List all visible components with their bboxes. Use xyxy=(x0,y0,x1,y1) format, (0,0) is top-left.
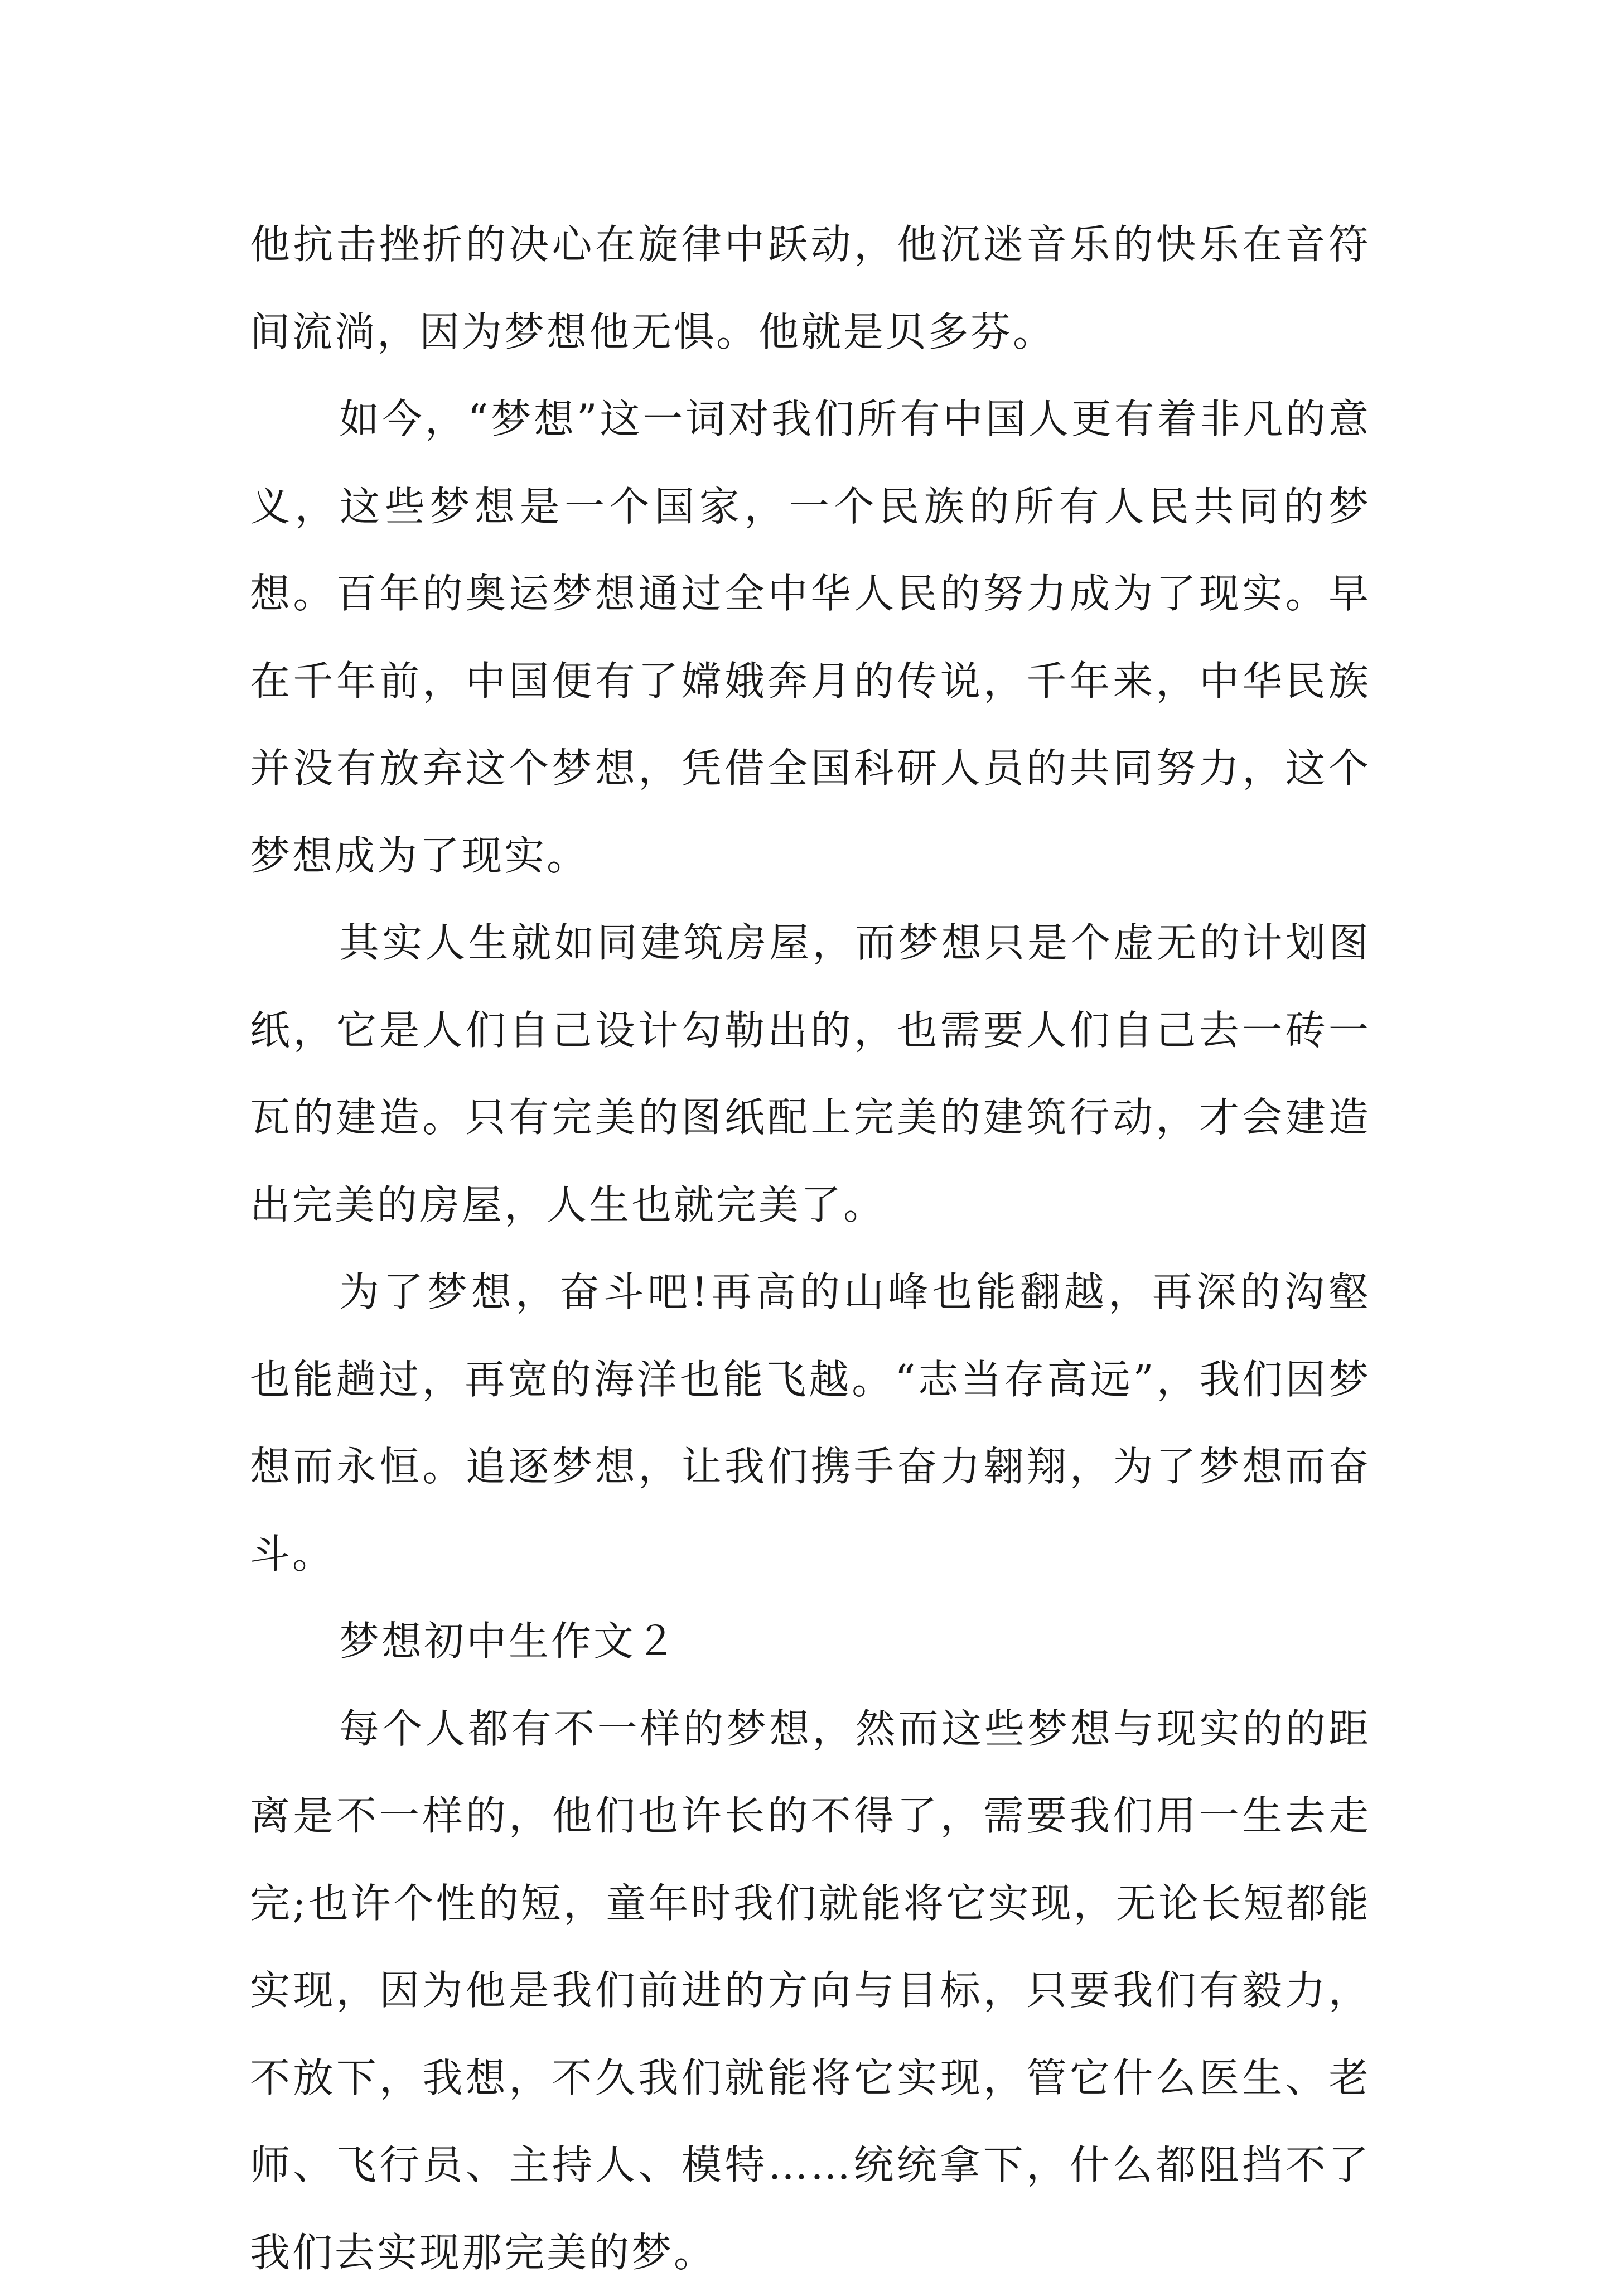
section-title: 梦想初中生作文２ xyxy=(250,1598,1371,1685)
paragraph: 其实人生就如同建筑房屋，而梦想只是个虚无的计划图纸，它是人们自己设计勾勒出的，也需要人们自己去一砖一瓦的建造。只有完美的图纸配上完美的建筑行动，才会建造出完美的房屋，人生也就完美了。 xyxy=(250,899,1371,1248)
document-body xyxy=(250,201,1371,2296)
paragraph: 为了梦想，奋斗吧!再高的山峰也能翻越，再深的沟壑也能趟过，再宽的海洋也能飞越。“志当存高远”，我们因梦想而永恒。追逐梦想，让我们携手奋力翱翔，为了梦想而奋斗。 xyxy=(250,1248,1371,1598)
paragraph: 每个人都有不一样的梦想，然而这些梦想与现实的的距离是不一样的，他们也许长的不得了，需要我们用一生去走完;也许个性的短，童年时我们就能将它实现，无论长短都能实现，因为他是我们前进的方向与目标，只要我们有毅力，不放下，我想，不久我们就能将它实现，管它什么医生、老师、飞行员、主持人、模特……统统拿下，什么都阻挡不了我们去实现那完美的梦。 xyxy=(250,1685,1371,2296)
paragraph-continued: 他抗击挫折的决心在旋律中跃动，他沉迷音乐的快乐在音符间流淌，因为梦想他无惧。他就是贝多芬。 xyxy=(250,201,1371,375)
paragraph: 如今，“梦想”这一词对我们所有中国人更有着非凡的意义，这些梦想是一个国家，一个民族的所有人民共同的梦想。百年的奥运梦想通过全中华人民的努力成为了现实。早在千年前，中国便有了嫦娥奔月的传说，千年来，中华民族并没有放弃这个梦想，凭借全国科研人员的共同努力，这个梦想成为了现实。 xyxy=(250,375,1371,899)
